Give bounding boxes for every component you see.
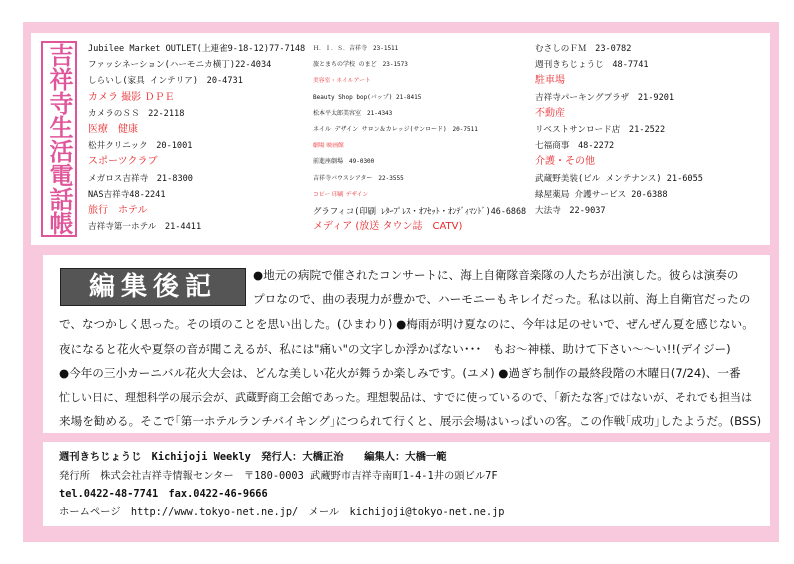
directory-entry: ファッシネーション(ハーモニカ横丁)22-4034 (88, 60, 272, 71)
directory-category: コピー 印刷 デザイン (313, 191, 369, 198)
directory-entry: Ｈ．Ｉ．Ｓ．吉祥寺 23-1511 (313, 45, 399, 52)
directory-column-2 (313, 41, 526, 235)
colophon-web-line: ホームページ http://www.tokyo-net.ne.jp/ メール kichijoji@tokyo-net.ne.jp (59, 506, 505, 518)
colophon-panel (43, 442, 770, 526)
directory-entry: 吉祥寺パーキングプラザ 21-9201 (535, 92, 675, 103)
directory-category: 美容室・ネイルアート (313, 78, 371, 85)
colophon-address-line: 発行所 株式会社吉祥寺情報センター 〒180-0003 武蔵野市吉祥寺南町1-4-1井の頭ビル7F (59, 470, 498, 482)
editor-note-line: 来場を勧める。そこで｢第一ホテルランチバイキング｣につられて行くと、展示会場はいっぱいの客。この作戦｢成功｣したようだ。(BSS) (59, 414, 762, 428)
directory-category: 駐車場 (535, 75, 565, 87)
directory-entry: 吉祥寺バウスシアター 22-3555 (313, 174, 404, 182)
directory-entry: 松井クリニック 20-1001 (88, 141, 193, 152)
directory-column-3 (535, 41, 703, 219)
directory-category: 旅行 ホテル (88, 204, 148, 216)
directory-entry: 前進座劇場 49-0300 (313, 158, 375, 166)
directory-category: 不動産 (535, 107, 565, 119)
directory-entry: リベストサンロード店 21-2522 (535, 124, 666, 135)
phone-directory-panel (31, 33, 770, 245)
directory-entry: しらいし(家具 インテリア) 20-4731 (88, 76, 243, 87)
editor-note-line: プロなので、曲の表現力が豊かで、ハーモニーもキレイだった。私は以前、海上自衛官だったの (253, 292, 751, 306)
directory-title: 吉祥寺生活電話帳 (45, 43, 74, 235)
colophon-publication-line: 週刊きちじょうじ Kichijoji Weekly 発行人：大橋正治 編集人：大橋一範 (59, 451, 447, 463)
directory-category: 劇場 映画館 (313, 143, 344, 150)
directory-entry: Beauty Shop bop(バップ) 21-8415 (313, 93, 422, 101)
directory-entry: 旅とまちの学校 のまど 23-1573 (313, 61, 408, 69)
editor-note-line: ●今年の三小カーニバル花火大会は、どんな美しい花火が舞うか楽しみです。(ユメ) ●過ぎち制作の最終段階の木曜日(7/24)、一番 (59, 366, 741, 380)
directory-category: スポーツクラブ (88, 156, 158, 168)
directory-entry: カメラのＳＳ 22-2118 (88, 108, 185, 119)
directory-entry: Jubilee Market OUTLET(上連雀9-18-12)77-7148 (88, 44, 306, 54)
directory-category: 介護・その他 (535, 156, 595, 168)
editor-note-line: で、なつかしく思った。その頃のことを思い出した。(ひまわり) ●梅雨が明け夏なのに、今年は足のせいで、ぜんぜん夏を感じない。 (59, 317, 754, 331)
directory-category: 医療 健康 (88, 123, 138, 135)
editor-note-line: 忙しい日に、理想科学の展示会が、武蔵野商工会館であった。理想製品は、すでに使っているので、｢新たな客｣ではないが、それでも担当は (59, 391, 752, 404)
editor-note-line: ●地元の病院で催されたコンサートに、海上自衛隊音楽隊の人たちが出演した。彼らは演奏の (253, 268, 739, 282)
editor-note-panel (43, 255, 770, 433)
colophon-phone-line: tel.0422-48-7741 fax.0422-46-9666 (59, 488, 268, 500)
directory-entry: 七福商事 48-2272 (535, 141, 615, 152)
directory-entry: グラフィコ(印刷 ﾚﾀｰﾌﾟﾚｽ・ｵﾌｾｯﾄ・ｵﾝﾃﾞｨﾏﾝﾄﾞ)46-6868 (313, 205, 527, 216)
directory-entry: NAS吉祥寺48-2241 (88, 189, 166, 200)
directory-entry: 週刊きちじょうじ 48-7741 (535, 60, 649, 71)
directory-entry: ネイル デザイン サロン＆カレッジ(サンロード) 20-7511 (313, 125, 478, 133)
directory-entry: むさしのＦＭ 23-0782 (535, 44, 632, 54)
directory-entry: 吉祥寺第一ホテル 21-4411 (88, 222, 202, 233)
directory-entry: メガロス吉祥寺 21-8300 (88, 173, 193, 184)
directory-column-1 (88, 41, 305, 235)
directory-entry: 武蔵野美装(ビル メンテナンス) 21-6055 (535, 173, 703, 184)
directory-entry: 松本平太郎美容室 21-4343 (313, 109, 393, 117)
directory-category: カメラ 撮影 ＤＰＥ (88, 91, 175, 103)
directory-category: メディア (放送 タウン誌 CATV) (313, 221, 463, 233)
editor-note-line: 夜になると花火や夏祭の音が聞こえるが、私には"痛い"の文字しか浮かばない･･･ もお～神様、助けて下さい～～い!!(デイジー) (59, 342, 731, 356)
directory-title-box (41, 41, 77, 237)
directory-entry: 大法寺 22-9037 (535, 205, 606, 216)
editor-note-heading: 編集後記 (60, 268, 246, 306)
directory-entry: 緑屋薬局 介護サービス 20-6388 (535, 189, 668, 200)
